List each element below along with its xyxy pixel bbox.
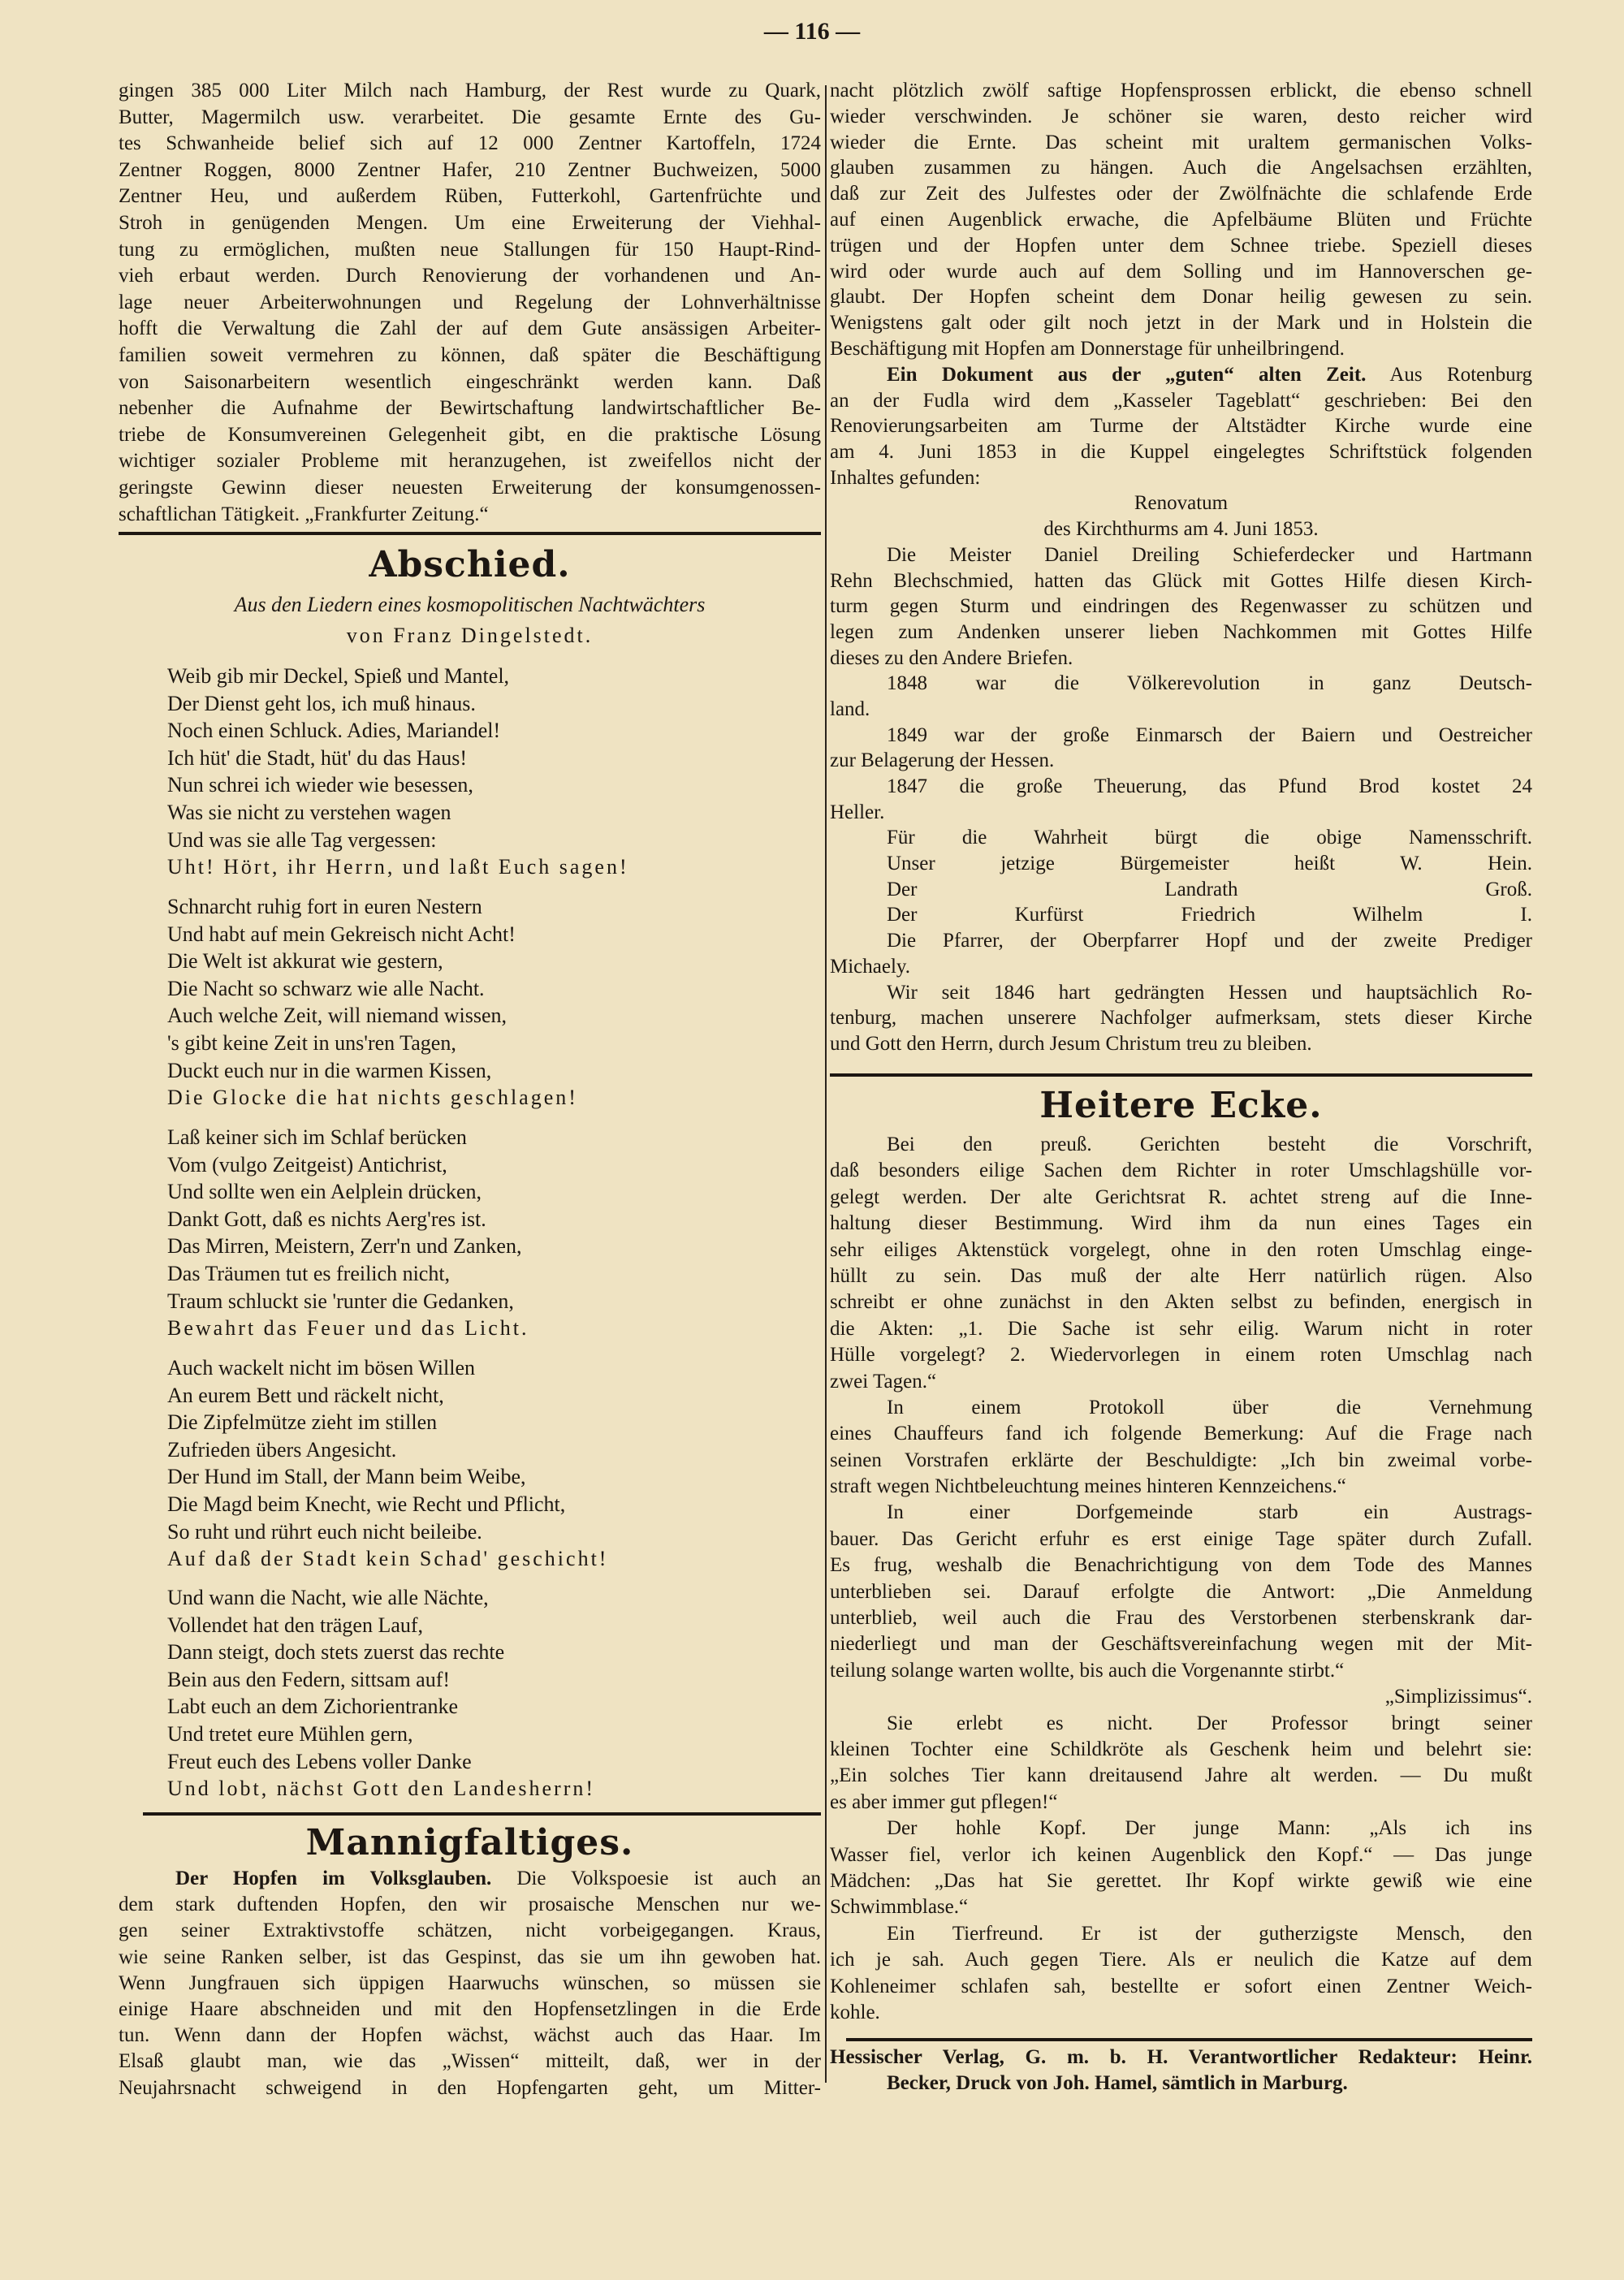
page-number: — 116 — xyxy=(763,18,861,45)
article-lead: Ein Dokument aus der „guten“ alten Zeit. xyxy=(887,364,1367,386)
text-line: auf einen Augenblick erwache, die Apfelbäume Blüten und Früchte xyxy=(830,208,1532,231)
text-line: Nun schrei ich wieder wie besessen, xyxy=(167,773,473,797)
text-line: wichtiger sozialer Probleme mit heranzugehen, ist zweifellos nicht der xyxy=(119,450,821,473)
text-line: Labt euch an dem Zichorientranke xyxy=(167,1695,459,1719)
text-line: Und habt auf mein Gekreisch nicht Acht! xyxy=(167,922,516,946)
text-line: 1848 war die Völkerevolution in ganz Deutsch- xyxy=(887,672,1532,695)
poem-subtitle: Aus den Liedern eines kosmopolitischen Nachtwächters xyxy=(234,593,706,616)
imprint xyxy=(830,2045,1532,2096)
text-line: Wasser fiel, verlor ich keinen Augenblick den Kopf.“ — Das junge xyxy=(830,1843,1532,1866)
text-line: teilung solange warten wollte, bis auch die Vorgenannte stirbt.“ xyxy=(830,1659,1345,1682)
text-line: unterblieb, weil auch die Frau des Verstorbenen sterbenskrank dar- xyxy=(830,1607,1532,1630)
text-line: Schwimmblase.“ xyxy=(830,1896,969,1919)
text-line xyxy=(830,362,1532,388)
text-line: Stroh in genügenden Mengen. Um eine Erweiterung der Viehhal- xyxy=(119,211,821,234)
poem-stanza xyxy=(119,1124,821,1342)
text-line: Und lobt, nächst Gott den Landesherrn! xyxy=(167,1777,596,1801)
text-line: tun. Wenn dann der Hopfen wächst, wächst auch das Haar. Im xyxy=(119,2024,821,2047)
text-line: Schnarcht ruhig fort in euren Nestern xyxy=(167,895,482,918)
text-line: 1849 war der große Einmarsch der Baiern und Oestreicher xyxy=(887,723,1532,746)
poem-stanza xyxy=(119,1354,821,1573)
text-line: kleinen Tochter eine Schildkröte als Geschenk heim und belehrt sie: xyxy=(830,1738,1532,1760)
text-line: eines Chauffeurs fand ich folgende Bemerkung: Auf die Frage nach xyxy=(830,1423,1532,1445)
text-line: Zentner Roggen, 8000 Zentner Hafer, 210 Zentner Buchweizen, 5000 xyxy=(119,158,821,181)
misc-title: Mannigfaltiges. xyxy=(305,1822,634,1863)
text-line: Das Träumen tut es freilich nicht, xyxy=(167,1261,451,1285)
text-line: dem stark duftenden Hopfen, den wir prosaische Menschen nur we- xyxy=(119,1894,821,1916)
text-line: wird oder wurde auch auf dem Solling und im Hannoverschen ge- xyxy=(830,260,1532,283)
section-rule xyxy=(119,532,821,535)
text-line: nacht plötzlich zwölf saftige Hopfensprossen erblickt, die ebenso schnell xyxy=(830,80,1532,101)
text-line: tung zu ermöglichen, mußten neue Stallungen für 150 Haupt-Rind- xyxy=(119,238,821,261)
text-line: Was sie nicht zu verstehen wagen xyxy=(167,800,451,824)
text-line: gen seiner Extraktivstoffe schätzen, nicht vorbeigegangen. Kraus, xyxy=(119,1919,821,1942)
text-line: straft wegen Nichtbeleuchtung meines hinteren Kennzeichens.“ xyxy=(830,1475,1346,1498)
article-milk-harvest xyxy=(119,78,821,528)
poem-stanza xyxy=(119,663,821,881)
text-line xyxy=(119,1866,821,1892)
text-line: Der Dienst geht los, ich muß hinaus. xyxy=(167,691,476,715)
text-line: des Kirchthurms am 4. Juni 1853. xyxy=(1043,518,1319,541)
text-line: Und wann die Nacht, wie alle Nächte, xyxy=(167,1586,489,1609)
text-line: Auch welche Zeit, will niemand wissen, xyxy=(167,1004,508,1028)
text-line: nebenher die Aufnahme der Bewirtschaftung landwirtschaftlicher Be- xyxy=(119,397,821,420)
column-divider xyxy=(825,85,827,2083)
text-line: geringste Gewinn dieser neuesten Erweiterung der konsumgenossen- xyxy=(119,476,821,499)
text-line: Elsaß glaubt man, wie das „Wissen“ mitteilt, daß, wer in der xyxy=(119,2050,821,2073)
text-line: wieder die Ernte. Das scheint mit uraltem germanischen Volks- xyxy=(830,131,1532,153)
text-line: Heller. xyxy=(830,801,885,823)
text-line: Traum schluckt sie 'runter die Gedanken, xyxy=(167,1289,514,1313)
text-line: haltung dieser Bestimmung. Wird ihm da nun eines Tages ein xyxy=(830,1212,1532,1235)
text-line: Renovierungsarbeiten am Turme der Altstädter Kirche wurde eine xyxy=(830,415,1532,438)
text-line: Es frug, weshalb die Benachrichtigung von dem Tode des Mannes xyxy=(830,1554,1532,1577)
text-line: ich je sah. Auch gegen Tiere. Als er neulich die Katze auf dem xyxy=(830,1949,1532,1971)
text-line: daß besonders eilige Sachen dem Richter in roter Umschlagshülle vor- xyxy=(830,1159,1532,1182)
poem-stanza xyxy=(119,893,821,1112)
text-line: wie seine Ranken selber, ist das Gespinst, das sie um ihn gewoben hat. xyxy=(119,1945,821,1968)
article-hopfen-continued xyxy=(830,78,1532,362)
text-line: Auch wackelt nicht im bösen Willen xyxy=(167,1356,475,1380)
text-line: Für die Wahrheit bürgt die obige Namensschrift. xyxy=(887,827,1532,849)
text-line: An eurem Bett und räckelt nicht, xyxy=(167,1383,444,1407)
text-line: die Akten: „1. Die Sache ist sehr eilig. Warum nicht in roter xyxy=(830,1317,1532,1340)
text-line: zwei Tagen.“ xyxy=(830,1370,937,1393)
text-line: wieder verschwinden. Je schöner sie waren, desto reicher wird xyxy=(830,105,1532,127)
heitere-title: Heitere Ecke. xyxy=(1039,1085,1323,1126)
text-line: Wenn Jungfrauen sich üppigen Haarwuchs wünschen, so müssen sie xyxy=(119,1971,821,1994)
text-line: hofft die Verwaltung die Zahl der auf dem Gute ansässigen Arbeiter- xyxy=(119,317,821,340)
text-line: glaubt. Der Hopfen scheint dem Donar heilig gewesen zu sein. xyxy=(830,286,1532,309)
section-rule xyxy=(830,1073,1532,1077)
text-line: So ruht und rührt euch nicht beileibe. xyxy=(167,1519,482,1544)
section-rule xyxy=(143,1812,821,1816)
text-line: am 4. Juni 1853 in die Kuppel eingelegtes Schriftstück folgenden xyxy=(830,441,1532,464)
text-line: legen zum Andenken unserer lieben Nachkommen mit Gottes Hilfe xyxy=(830,620,1532,643)
text-line: Und was sie alle Tag vergessen: xyxy=(167,827,437,852)
article-lead: Der Hopfen im Volksglauben. xyxy=(175,1868,492,1889)
text-line: Und tretet eure Mühlen gern, xyxy=(167,1721,413,1746)
text-line: schreibt er ohne zunächst in den Akten selbst zu befinden, energisch in xyxy=(830,1291,1532,1314)
text-line: Vom (vulgo Zeitgeist) Antichrist, xyxy=(167,1152,447,1177)
text-line: In einem Protokoll über die Vernehmung xyxy=(887,1396,1532,1419)
text-line: Butter, Magermilch usw. verarbeitet. Die gesamte Ernte des Gu- xyxy=(119,106,821,128)
text-line: Die Meister Daniel Dreiling Schieferdecker und Hartmann xyxy=(887,543,1532,566)
text-line: Michaely. xyxy=(830,955,911,978)
text-line: „Ein solches Tier kann dreitausend Jahre alt werden. — Du mußt xyxy=(830,1764,1532,1787)
article-dokument-body xyxy=(830,388,1532,1057)
text-line: daß zur Zeit des Julfestes oder der Zwölfnächte die schlafende Erde xyxy=(830,183,1532,205)
text-line: 's gibt keine Zeit in uns'ren Tagen, xyxy=(167,1030,456,1055)
text-line: tenburg, machen unserere Nachfolger aufmerksam, stets dieser Kirche xyxy=(830,1007,1532,1030)
text-line: hüllt zu sein. Das muß der alte Herr natürlich rügen. Also xyxy=(830,1264,1532,1287)
text-line: Weib gib mir Deckel, Spieß und Mantel, xyxy=(167,664,510,688)
text-line: Die Pfarrer, der Oberpfarrer Hopf und der zweite Prediger xyxy=(887,930,1532,952)
text-line: lage neuer Arbeiterwohnungen und Regelung der Lohnverhältnisse xyxy=(119,291,821,313)
poem-stanza xyxy=(119,1584,821,1803)
text-line: Mädchen: „Das hat Sie gerettet. Ihr Kopf wirkte gewiß wie eine xyxy=(830,1869,1532,1892)
text-line: Die Zipfelmütze zieht im stillen xyxy=(167,1410,438,1435)
text-line: In einer Dorfgemeinde starb ein Austrags- xyxy=(887,1501,1532,1524)
section-rule xyxy=(846,2038,1532,2041)
text-line: Bei den preuß. Gerichten besteht die Vorschrift, xyxy=(887,1134,1532,1155)
text-line: Noch einen Schluck. Adies, Mariandel! xyxy=(167,719,501,743)
text-line: Inhaltes gefunden: xyxy=(830,466,981,489)
text-line: „Simplizissimus“. xyxy=(1384,1686,1532,1708)
text-line: Uht! Hört, ihr Herrn, und laßt Euch sagen! xyxy=(167,855,629,879)
poem-author: von Franz Dingelstedt. xyxy=(346,624,594,647)
text-line: kohle. xyxy=(830,2001,880,2023)
text-line: und Gott den Herrn, durch Jesum Christum treu zu bleiben. xyxy=(830,1032,1312,1055)
text-line: vieh erbaut werden. Durch Renovierung der vorhandenen und An- xyxy=(119,265,821,287)
article-hopfen-body xyxy=(119,1892,821,2101)
text-line: Zufrieden übers Angesicht. xyxy=(167,1437,397,1462)
text-span: Aus Rotenburg xyxy=(1389,364,1533,386)
text-line: turm gegen Sturm und eindringen des Regenwasser zu schützen und xyxy=(830,595,1532,618)
text-line: Die Glocke die hat nichts geschlagen! xyxy=(167,1086,578,1110)
text-line: Auf daß der Stadt kein Schad' geschicht! xyxy=(167,1547,609,1571)
text-line: Vollendet hat den trägen Lauf, xyxy=(167,1613,424,1637)
text-span: Die Volkspoesie ist auch an xyxy=(516,1868,821,1889)
text-line: Dann steigt, doch stets zuerst das rechte xyxy=(167,1640,505,1665)
text-line: Unser jetzige Bürgemeister heißt W. Hein. xyxy=(887,853,1532,875)
poem-title: Abschied. xyxy=(369,544,571,585)
text-line: einige Haare abschneiden und mit den Hopfensetzlingen in die Erde xyxy=(119,1997,821,2020)
text-line: Duckt euch nur in die warmen Kissen, xyxy=(167,1058,492,1082)
text-line: land. xyxy=(830,697,870,720)
text-line: seinen Vorstrafen erklärte der Beschuldigte: „Ich bin zweimal vorbe- xyxy=(830,1449,1532,1471)
text-line: Freut euch des Lebens voller Danke xyxy=(167,1749,472,1773)
text-line: Renovatum xyxy=(1134,492,1229,515)
text-line: Und sollte wen ein Aelplein drücken, xyxy=(167,1180,482,1204)
text-line: Dankt Gott, daß es nichts Aerg'res ist. xyxy=(167,1207,486,1231)
text-line: Die Nacht so schwarz wie alle Nacht. xyxy=(167,976,485,1000)
text-line: familien soweit vermehren zu können, daß später die Beschäftigung xyxy=(119,343,821,366)
text-line: zur Belagerung der Hessen. xyxy=(830,749,1055,772)
text-line: Neujahrsnacht schweigend in den Hopfengarten geht, um Mitter- xyxy=(119,2076,821,2099)
text-line: Sie erlebt es nicht. Der Professor bringt seiner xyxy=(887,1712,1532,1734)
article-hopfen xyxy=(119,1866,821,2101)
text-line: Bein aus den Federn, sittsam auf! xyxy=(167,1667,451,1691)
text-line: Beschäftigung mit Hopfen am Donnerstage für unheilbringend. xyxy=(830,337,1345,360)
text-line: dieses zu den Andere Briefen. xyxy=(830,646,1073,669)
text-line: Der Landrath Groß. xyxy=(887,878,1532,900)
text-line: schaftlichan Tätigkeit. „Frankfurter Zeitung.“ xyxy=(119,503,489,525)
text-line: Das Mirren, Meistern, Zerr'n und Zanken, xyxy=(167,1234,522,1259)
text-line: gingen 385 000 Liter Milch nach Hamburg, der Rest wurde zu Quark, xyxy=(119,80,821,101)
text-line: Kohleneimer schlafen sah, bestellte er sofort einen Zentner Weich- xyxy=(830,1975,1532,1997)
text-line: Der Kurfürst Friedrich Wilhelm I. xyxy=(887,904,1532,926)
text-line: Becker, Druck von Joh. Hamel, sämtlich in Marburg. xyxy=(887,2072,1348,2094)
text-line: an der Fudla wird dem „Kasseler Tageblatt“ geschrieben: Bei den xyxy=(830,389,1532,412)
text-line: von Saisonarbeitern wesentlich eingeschränkt werden kann. Daß xyxy=(119,370,821,393)
article-heitere-ecke xyxy=(830,1132,1532,2026)
text-line: Ein Tierfreund. Er ist der gutherzigste Mensch, den xyxy=(887,1922,1532,1945)
text-line: es aber immer gut pflegen!“ xyxy=(830,1790,1058,1813)
text-line: 1847 die große Theuerung, das Pfund Brod kostet 24 xyxy=(887,775,1532,797)
text-line: Bewahrt das Feuer und das Licht. xyxy=(167,1316,529,1341)
article-dokument xyxy=(830,362,1532,1057)
text-line: Wenigstens galt oder gilt noch jetzt in der Mark und in Holstein die xyxy=(830,312,1532,335)
text-line: niederliegt und man der Geschäftsvereinfachung wegen mit der Mit- xyxy=(830,1633,1532,1656)
text-line: trügen und der Hopfen unter dem Schnee triebe. Speziell dieses xyxy=(830,234,1532,257)
text-line: gelegt werden. Der alte Gerichtsrat R. achtet streng auf die Inne- xyxy=(830,1185,1532,1208)
text-line: tes Schwanheide belief sich auf 12 000 Zentner Kartoffeln, 1724 xyxy=(119,132,821,155)
text-line: Rehn Blechschmied, hatten das Glück mit Gottes Hilfe diesen Kirch- xyxy=(830,569,1532,592)
text-line: Der hohle Kopf. Der junge Mann: „Als ich ins xyxy=(887,1817,1532,1840)
text-line: Laß keiner sich im Schlaf berücken xyxy=(167,1125,467,1149)
text-line: triebe de Konsumvereinen Gelegenheit gibt, en die praktische Lösung xyxy=(119,423,821,446)
text-line: Wir seit 1846 hart gedrängten Hessen und hauptsächlich Ro- xyxy=(887,981,1532,1004)
text-line: Hessischer Verlag, G. m. b. H. Verantwortlicher Redakteur: Heinr. xyxy=(830,2046,1532,2068)
text-line: bauer. Das Gericht erfuhr es erst einige Tage später durch Zufall. xyxy=(830,1527,1532,1550)
text-line: Die Welt ist akkurat wie gestern, xyxy=(167,949,443,974)
text-line: Der Hund im Stall, der Mann beim Weibe, xyxy=(167,1465,526,1489)
text-line: Zentner Heu, und außerdem Rüben, Futterkohl, Gartenfrüchte und xyxy=(119,185,821,208)
text-line: unterblieben sei. Darauf erfolgte die Antwort: „Die Anmeldung xyxy=(830,1580,1532,1603)
text-line: Ich hüt' die Stadt, hüt' du das Haus! xyxy=(167,745,467,770)
text-line: sehr eiliges Aktenstück vorgelegt, ohne in den roten Umschlag einge- xyxy=(830,1238,1532,1261)
text-line: Die Magd beim Knecht, wie Recht und Pflicht, xyxy=(167,1492,566,1516)
text-line: Hülle vorgelegt? 2. Wiedervorlegen in einem roten Umschlag nach xyxy=(830,1344,1532,1367)
text-line: glauben zusammen zu hängen. Auch die Angelsachsen erzählten, xyxy=(830,157,1532,179)
